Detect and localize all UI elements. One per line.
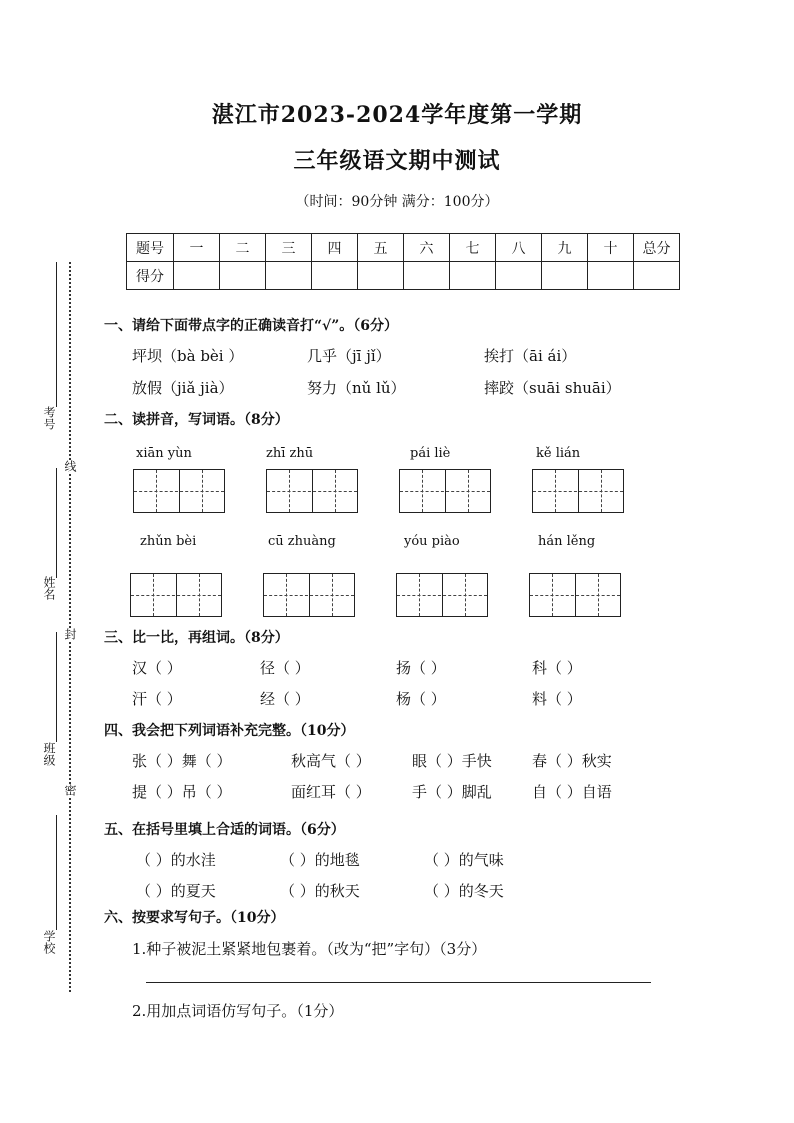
q3-item[interactable]: 汉（ ） [132, 659, 182, 677]
q5-item[interactable]: （ ）的秋天 [280, 882, 360, 900]
q1-item[interactable]: 摔跤（suāi shuāi） [484, 379, 621, 397]
score-input-cell[interactable] [312, 262, 358, 290]
answer-line[interactable] [146, 982, 651, 983]
label-exam-number: 考号 [42, 406, 56, 430]
score-cell: 九 [542, 234, 588, 262]
q4-item[interactable]: 手（ ）脚乱 [412, 783, 492, 801]
score-input-cell[interactable] [220, 262, 266, 290]
label-class: 班级 [42, 742, 56, 766]
score-cell: 总分 [634, 234, 680, 262]
score-input-cell[interactable] [588, 262, 634, 290]
q3-item[interactable]: 汗（ ） [132, 690, 182, 708]
q4-item[interactable]: 秋高气（ ） [291, 752, 371, 770]
q2-pinyin: yóu piào [404, 534, 460, 549]
q2-pinyin: hán lěng [538, 534, 596, 549]
score-cell: 得分 [127, 262, 174, 290]
q2-pinyin: xiān yùn [136, 446, 192, 461]
q3-item[interactable]: 经（ ） [260, 690, 310, 708]
score-table-score-row [127, 262, 680, 290]
q2-pinyin: zhī zhū [266, 446, 314, 461]
score-input-cell[interactable] [496, 262, 542, 290]
q2-pinyin: zhǔn bèi [140, 534, 197, 549]
q5-title: 五、在括号里填上合适的词语。（6分） [104, 822, 345, 838]
score-input-cell[interactable] [174, 262, 220, 290]
writing-grid[interactable] [130, 573, 222, 617]
score-input-cell[interactable] [358, 262, 404, 290]
score-cell: 二 [220, 234, 266, 262]
q5-item[interactable]: （ ）的水洼 [136, 851, 216, 869]
q1-item[interactable]: 坪坝（bà bèi ） [132, 347, 244, 365]
binding-dotted-line [69, 262, 71, 992]
binding-field-line [56, 468, 57, 578]
score-cell: 六 [404, 234, 450, 262]
mark-seal: 封 [63, 628, 77, 640]
score-cell: 七 [450, 234, 496, 262]
mark-line: 线 [63, 460, 77, 472]
score-input-cell[interactable] [542, 262, 588, 290]
score-table-header-row [127, 234, 680, 262]
exam-title: 湛江市2023-2024学年度第一学期 [211, 102, 583, 128]
q2-pinyin: kě lián [536, 446, 581, 461]
q4-title: 四、我会把下列词语补充完整。（10分） [104, 723, 355, 739]
binding-field-line [56, 262, 57, 407]
q3-item[interactable]: 径（ ） [260, 659, 310, 677]
score-input-cell[interactable] [634, 262, 680, 290]
q5-item[interactable]: （ ）的冬天 [424, 882, 504, 900]
q1-item[interactable]: 挨打（āi ái） [484, 347, 577, 365]
exam-subtitle: 三年级语文期中测试 [293, 148, 501, 174]
label-school: 学校 [42, 930, 56, 954]
q4-item[interactable]: 张（ ）舞（ ） [132, 752, 232, 770]
q3-item[interactable]: 扬（ ） [396, 659, 446, 677]
q5-item[interactable]: （ ）的地毯 [280, 851, 360, 869]
score-input-cell[interactable] [266, 262, 312, 290]
q6-title: 六、按要求写句子。（10分） [104, 910, 285, 926]
score-cell: 十 [588, 234, 634, 262]
score-input-cell[interactable] [450, 262, 496, 290]
writing-grid[interactable] [263, 573, 355, 617]
score-table [126, 233, 680, 290]
q1-item[interactable]: 努力（nǔ lǔ） [307, 379, 406, 397]
exam-meta: （时间：90分钟 满分：100分） [295, 194, 499, 210]
writing-grid[interactable] [396, 573, 488, 617]
q2-pinyin: cū zhuàng [268, 534, 336, 549]
q6-sentence-1: 1.种子被泥土紧紧地包裹着。（改为“把”字句）（3分） [132, 940, 487, 958]
q3-item[interactable]: 科（ ） [532, 659, 582, 677]
score-cell: 题号 [127, 234, 174, 262]
q4-item[interactable]: 春（ ）秋实 [532, 752, 612, 770]
q4-item[interactable]: 自（ ）自语 [532, 783, 612, 801]
score-cell: 五 [358, 234, 404, 262]
q4-item[interactable]: 面红耳（ ） [291, 783, 371, 801]
q2-pinyin: pái liè [410, 446, 451, 461]
binding-field-line [56, 815, 57, 930]
score-cell: 三 [266, 234, 312, 262]
writing-grid[interactable] [399, 469, 491, 513]
writing-grid[interactable] [133, 469, 225, 513]
mark-secret: 密 [63, 784, 77, 796]
score-input-cell[interactable] [404, 262, 450, 290]
q1-item[interactable]: 放假（jiǎ jià） [132, 379, 234, 397]
q5-item[interactable]: （ ）的夏天 [136, 882, 216, 900]
q1-title: 一、请给下面带点字的正确读音打“√”。（6分） [104, 318, 399, 334]
q1-item[interactable]: 几乎（jī jǐ） [307, 347, 391, 365]
score-cell: 一 [174, 234, 220, 262]
score-cell: 八 [496, 234, 542, 262]
q4-item[interactable]: 提（ ）吊（ ） [132, 783, 232, 801]
writing-grid[interactable] [529, 573, 621, 617]
binding-field-line [56, 632, 57, 742]
label-name: 姓名 [42, 576, 56, 600]
q4-item[interactable]: 眼（ ）手快 [412, 752, 492, 770]
q3-title: 三、比一比，再组词。（8分） [104, 630, 289, 646]
q3-item[interactable]: 杨（ ） [396, 690, 446, 708]
writing-grid[interactable] [532, 469, 624, 513]
q6-sentence-2: 2.用加点词语仿写句子。（1分） [132, 1002, 344, 1020]
q5-item[interactable]: （ ）的气味 [424, 851, 504, 869]
q2-title: 二、读拼音，写词语。（8分） [104, 412, 289, 428]
writing-grid[interactable] [266, 469, 358, 513]
score-cell: 四 [312, 234, 358, 262]
q3-item[interactable]: 料（ ） [532, 690, 582, 708]
